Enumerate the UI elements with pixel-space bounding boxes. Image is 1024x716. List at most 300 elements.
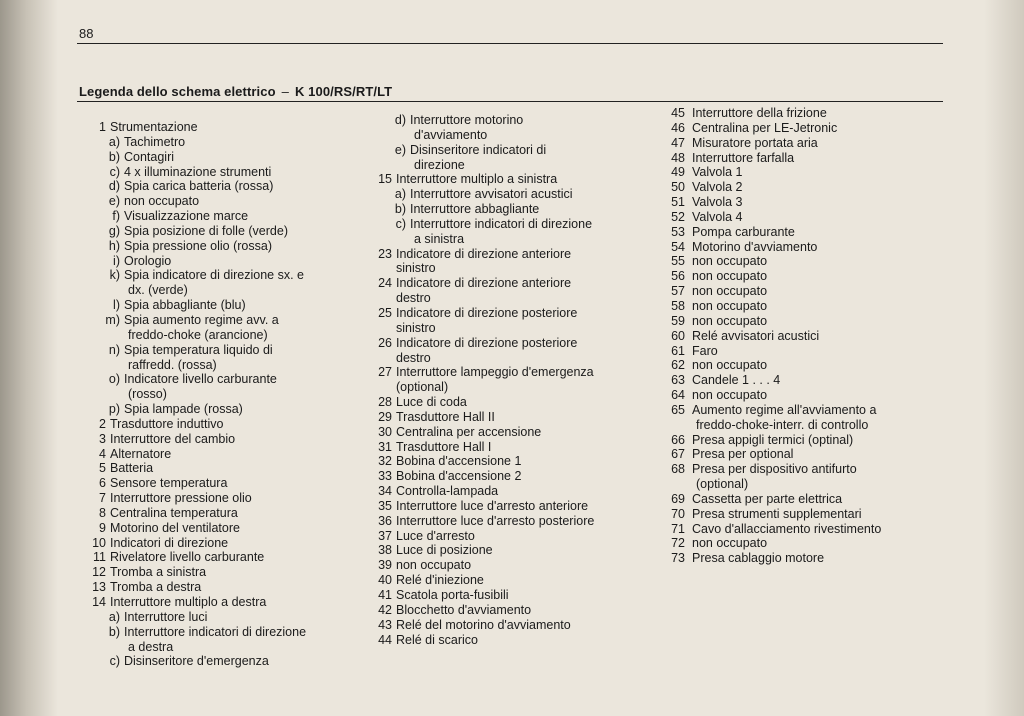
legend-row <box>364 425 649 440</box>
legend-row <box>364 558 649 573</box>
legend-sub-letter: d) <box>108 179 120 194</box>
legend-row <box>78 165 368 180</box>
legend-number: 55 <box>671 254 685 269</box>
legend-row-continuation <box>364 158 649 173</box>
legend-text: Motorino d'avviamento <box>692 239 818 254</box>
legend-text: Motorino del ventilatore <box>110 520 240 535</box>
legend-text: Presa per optional <box>692 447 794 462</box>
legend-text: Relé d'iniezione <box>396 573 484 588</box>
legend-text: Presa per dispositivo antifurto <box>692 462 857 477</box>
legend-number: 62 <box>671 358 685 373</box>
legend-row <box>664 299 944 314</box>
legend-row <box>364 588 649 603</box>
legend-sub-letter: c) <box>109 654 120 669</box>
legend-row <box>364 172 649 187</box>
legend-number: 7 <box>99 491 106 506</box>
legend-row <box>364 113 649 128</box>
legend-text: a sinistra <box>414 231 465 246</box>
legend-text: Luce d'arresto <box>396 528 475 543</box>
legend-row <box>78 550 368 565</box>
legend-text: destro <box>396 350 431 365</box>
legend-text: Spia abbagliante (blu) <box>124 298 246 313</box>
legend-row <box>364 365 649 380</box>
legend-text: direzione <box>414 157 465 172</box>
legend-row <box>664 240 944 255</box>
legend-row-continuation <box>78 283 368 298</box>
legend-number: 11 <box>93 550 106 565</box>
legend-number: 67 <box>671 447 685 462</box>
legend-row <box>364 514 649 529</box>
legend-sub-letter: d) <box>394 113 406 127</box>
legend-text: Spia posizione di folle (verde) <box>124 223 288 238</box>
legend-row <box>364 440 649 455</box>
legend-text: Interruttore della frizione <box>692 106 827 120</box>
legend-row <box>78 595 368 610</box>
legend-row <box>664 284 944 299</box>
legend-text: Interruttore avvisatori acustici <box>410 187 573 202</box>
page-edge-shadow <box>984 0 1024 716</box>
legend-row <box>664 165 944 180</box>
legend-column-1 <box>78 120 368 669</box>
legend-text: Cassetta per parte elettrica <box>692 491 843 506</box>
legend-text: Scatola porta-fusibili <box>396 588 509 602</box>
legend-text: Rivelatore livello carburante <box>110 550 265 565</box>
legend-row <box>364 499 649 514</box>
legend-row <box>78 447 368 462</box>
legend-text: Interruttore luce d'arresto posteriore <box>396 513 595 528</box>
legend-row <box>364 543 649 558</box>
legend-text: non occupato <box>692 313 768 328</box>
legend-number: 61 <box>671 343 685 358</box>
legend-text: Candele 1 . . . 4 <box>692 373 781 388</box>
legend-text: Indicatori di direzione <box>110 535 229 550</box>
legend-text: Relé di scarico <box>396 632 478 647</box>
legend-number: 64 <box>671 388 685 403</box>
legend-number: 3 <box>99 431 106 446</box>
legend-number: 69 <box>671 491 685 506</box>
legend-text: Indicatore livello carburante <box>124 372 277 387</box>
legend-number: 36 <box>378 513 392 528</box>
legend-row <box>664 254 944 269</box>
legend-text: sinistro <box>396 261 436 276</box>
legend-text: Valvola 2 <box>692 180 743 195</box>
legend-row <box>364 247 649 262</box>
legend-row <box>364 410 649 425</box>
heading-dash: – <box>281 84 289 99</box>
legend-row <box>664 462 944 477</box>
legend-text: Interruttore abbagliante <box>410 202 540 217</box>
legend-sub-letter: h) <box>108 238 120 253</box>
legend-number: 15 <box>378 172 392 187</box>
legend-text: freddo-choke-interr. di controllo <box>696 417 869 432</box>
legend-heading <box>79 84 392 99</box>
legend-row <box>78 254 368 269</box>
legend-number: 72 <box>671 536 685 551</box>
legend-text: non occupato <box>124 194 200 209</box>
legend-text: Interruttore multiplo a sinistra <box>396 172 558 187</box>
legend-number: 59 <box>671 313 685 328</box>
legend-text: Presa strumenti supplementari <box>692 506 862 521</box>
legend-sub-letter: l) <box>113 298 120 313</box>
legend-text: Interruttore multiplo a destra <box>110 595 267 609</box>
legend-row <box>78 536 368 551</box>
legend-number: 37 <box>378 528 392 543</box>
legend-row <box>364 187 649 202</box>
legend-row <box>78 565 368 580</box>
legend-text: Spia aumento regime avv. a <box>124 312 279 327</box>
legend-text: Spia indicatore di direzione sx. e <box>124 268 304 283</box>
legend-text: Centralina per accensione <box>396 424 542 439</box>
legend-text: Aumento regime all'avviamento a <box>692 402 877 417</box>
legend-text: non occupato <box>692 536 768 551</box>
legend-number: 33 <box>378 469 392 484</box>
legend-text: Interruttore luce d'arresto anteriore <box>396 498 589 513</box>
legend-text: Trasduttore Hall I <box>396 439 492 454</box>
legend-text: Controlla-lampada <box>396 484 499 499</box>
legend-row <box>78 580 368 595</box>
legend-number: 5 <box>99 461 106 476</box>
legend-sub-letter: f) <box>112 209 120 224</box>
legend-text: Indicatore di direzione posteriore <box>396 305 578 320</box>
legend-text: Disinseritore indicatori di <box>410 142 547 157</box>
legend-number: 73 <box>671 551 685 566</box>
legend-row <box>664 121 944 136</box>
legend-row <box>78 476 368 491</box>
legend-text: Indicatore di direzione anteriore <box>396 276 572 291</box>
legend-text: dx. (verde) <box>128 283 188 298</box>
legend-number: 38 <box>378 543 392 558</box>
legend-text: Luce di coda <box>396 395 467 410</box>
legend-number: 40 <box>378 573 392 588</box>
legend-text: Contagiri <box>124 149 175 164</box>
legend-text: Valvola 3 <box>692 195 743 210</box>
legend-number: 2 <box>99 416 106 431</box>
legend-text: Misuratore portata aria <box>692 135 818 150</box>
legend-text: Trasduttore Hall II <box>396 409 495 424</box>
legend-row <box>78 298 368 313</box>
legend-text: Indicatore di direzione posteriore <box>396 335 578 350</box>
legend-row <box>78 506 368 521</box>
legend-sub-letter: i) <box>113 253 120 268</box>
legend-text: d'avviamento <box>414 127 488 142</box>
legend-text: non occupato <box>692 298 768 313</box>
legend-row <box>664 388 944 403</box>
legend-number: 57 <box>671 284 685 299</box>
legend-number: 65 <box>671 402 685 417</box>
legend-text: (rosso) <box>128 387 167 402</box>
legend-row-continuation <box>78 387 368 402</box>
legend-text: Relé avvisatori acustici <box>692 328 820 343</box>
legend-number: 63 <box>671 373 685 388</box>
legend-number: 43 <box>378 617 392 632</box>
legend-number: 51 <box>671 195 685 210</box>
legend-row <box>664 522 944 537</box>
legend-number: 34 <box>378 484 392 499</box>
legend-number: 50 <box>671 180 685 195</box>
legend-text: non occupato <box>692 388 768 403</box>
legend-text: Cavo d'allacciamento rivestimento <box>692 521 882 536</box>
legend-row-continuation <box>364 380 649 395</box>
legend-row <box>78 313 368 328</box>
legend-row-continuation <box>78 328 368 343</box>
legend-text: Presa cablaggio motore <box>692 551 825 566</box>
legend-number: 10 <box>92 535 106 550</box>
legend-text: Centralina temperatura <box>110 505 238 520</box>
legend-row <box>664 269 944 284</box>
legend-number: 70 <box>671 506 685 521</box>
legend-text: a destra <box>128 639 174 654</box>
legend-text: Interruttore del cambio <box>110 431 236 446</box>
legend-text: non occupato <box>692 254 768 269</box>
legend-text: non occupato <box>692 284 768 299</box>
legend-row <box>78 268 368 283</box>
legend-row <box>664 344 944 359</box>
legend-row <box>78 120 368 135</box>
legend-number: 68 <box>671 462 685 477</box>
legend-row <box>78 654 368 669</box>
legend-number: 30 <box>378 424 392 439</box>
legend-row <box>364 633 649 648</box>
legend-row <box>78 343 368 358</box>
legend-row <box>364 306 649 321</box>
legend-row <box>78 521 368 536</box>
legend-text: Sensore temperatura <box>110 476 228 491</box>
legend-row <box>364 469 649 484</box>
legend-row <box>664 358 944 373</box>
legend-row <box>78 491 368 506</box>
legend-text: Pompa carburante <box>692 224 795 239</box>
legend-row <box>78 150 368 165</box>
legend-sub-letter: g) <box>108 223 120 238</box>
legend-text: Visualizzazione marce <box>124 209 249 224</box>
top-rule <box>77 43 943 44</box>
legend-number: 52 <box>671 209 685 224</box>
legend-text: (optional) <box>696 477 749 492</box>
legend-row <box>664 180 944 195</box>
legend-number: 9 <box>99 520 106 535</box>
legend-text: Faro <box>692 343 718 358</box>
legend-sub-letter: b) <box>108 149 120 164</box>
legend-row-continuation <box>364 261 649 276</box>
legend-column-3 <box>664 106 944 566</box>
legend-number: 13 <box>92 580 106 595</box>
legend-row <box>78 224 368 239</box>
legend-sub-letter: p) <box>108 402 120 417</box>
legend-row <box>664 492 944 507</box>
legend-text: Luce di posizione <box>396 543 493 558</box>
legend-row <box>664 136 944 151</box>
legend-text: Strumentazione <box>110 120 198 134</box>
page-number: 88 <box>79 26 94 41</box>
legend-row <box>364 336 649 351</box>
legend-row <box>664 195 944 210</box>
legend-text: Relé del motorino d'avviamento <box>396 617 571 632</box>
legend-number: 48 <box>671 150 685 165</box>
legend-text: Orologio <box>124 253 172 268</box>
legend-row <box>364 573 649 588</box>
legend-row <box>78 461 368 476</box>
legend-text: sinistro <box>396 320 436 335</box>
legend-text: Interruttore indicatori di direzione <box>124 624 307 639</box>
legend-row <box>664 329 944 344</box>
legend-text: Tromba a sinistra <box>110 565 207 580</box>
legend-sub-letter: a) <box>108 609 120 624</box>
legend-number: 49 <box>671 165 685 180</box>
legend-text: Trasduttore induttivo <box>110 416 224 431</box>
legend-row <box>364 618 649 633</box>
legend-text: non occupato <box>692 269 768 284</box>
legend-row <box>664 225 944 240</box>
legend-text: Spia pressione olio (rossa) <box>124 238 272 253</box>
legend-row-continuation <box>364 128 649 143</box>
legend-text: Interruttore luci <box>124 609 208 624</box>
legend-column-2 <box>364 113 649 647</box>
legend-row <box>664 507 944 522</box>
legend-text: destro <box>396 291 431 306</box>
legend-sub-letter: c) <box>109 164 120 179</box>
legend-number: 58 <box>671 298 685 313</box>
legend-number: 32 <box>378 454 392 469</box>
legend-row-continuation <box>364 321 649 336</box>
legend-number: 45 <box>671 106 685 120</box>
legend-row <box>364 202 649 217</box>
legend-row <box>664 447 944 462</box>
legend-row <box>78 194 368 209</box>
legend-number: 39 <box>378 558 392 573</box>
legend-row-continuation <box>364 291 649 306</box>
legend-number: 28 <box>378 395 392 410</box>
legend-text: Spia lampade (rossa) <box>124 402 243 417</box>
legend-number: 44 <box>378 632 392 647</box>
legend-number: 29 <box>378 409 392 424</box>
legend-row-continuation <box>664 477 944 492</box>
legend-text: Valvola 4 <box>692 209 743 224</box>
legend-number: 54 <box>671 239 685 254</box>
legend-row-continuation <box>78 640 368 655</box>
legend-number: 35 <box>378 498 392 513</box>
legend-row <box>664 151 944 166</box>
legend-row <box>78 625 368 640</box>
legend-row <box>664 433 944 448</box>
legend-number: 25 <box>378 305 392 320</box>
legend-sub-letter: n) <box>108 342 120 357</box>
legend-text: Centralina per LE-Jetronic <box>692 120 838 135</box>
legend-sub-letter: a) <box>108 134 120 149</box>
legend-row <box>364 143 649 158</box>
legend-text: (optional) <box>396 380 449 395</box>
legend-text: Spia carica batteria (rossa) <box>124 179 274 194</box>
legend-sub-letter: m) <box>105 312 120 327</box>
legend-row-continuation <box>664 418 944 433</box>
legend-sub-letter: c) <box>395 216 406 231</box>
legend-number: 27 <box>378 365 392 380</box>
legend-row <box>78 402 368 417</box>
legend-number: 53 <box>671 224 685 239</box>
legend-row-continuation <box>364 232 649 247</box>
legend-row <box>78 417 368 432</box>
legend-text: Tromba a destra <box>110 580 202 595</box>
legend-row <box>364 454 649 469</box>
legend-text: Tachimetro <box>124 134 186 149</box>
legend-row <box>364 217 649 232</box>
legend-number: 24 <box>378 276 392 291</box>
legend-text: Disinseritore d'emergenza <box>124 654 269 669</box>
legend-row <box>664 210 944 225</box>
legend-row <box>78 239 368 254</box>
legend-title: Legenda dello schema elettrico <box>79 84 276 99</box>
legend-row <box>78 209 368 224</box>
legend-text: Interruttore pressione olio <box>110 491 252 506</box>
legend-row-continuation <box>78 358 368 373</box>
legend-sub-letter: b) <box>394 202 406 217</box>
legend-text: freddo-choke (arancione) <box>128 327 268 342</box>
legend-sub-letter: o) <box>108 372 120 387</box>
legend-row <box>664 373 944 388</box>
legend-number: 31 <box>378 439 392 454</box>
legend-text: Interruttore motorino <box>410 113 524 127</box>
legend-row <box>78 432 368 447</box>
legend-row <box>364 484 649 499</box>
legend-text: Valvola 1 <box>692 165 743 180</box>
legend-number: 1 <box>99 120 106 134</box>
legend-number: 41 <box>378 588 392 602</box>
legend-number: 71 <box>671 521 685 536</box>
legend-model: K 100/RS/RT/LT <box>294 84 393 99</box>
legend-text: Bobina d'accensione 2 <box>396 469 522 484</box>
heading-rule <box>77 101 943 102</box>
legend-row <box>78 610 368 625</box>
legend-text: 4 x illuminazione strumenti <box>124 164 272 179</box>
legend-row <box>364 276 649 291</box>
legend-sub-letter: e) <box>394 142 406 157</box>
legend-text: Batteria <box>110 461 154 476</box>
legend-number: 4 <box>99 446 106 461</box>
legend-text: raffredd. (rossa) <box>128 357 217 372</box>
legend-text: non occupato <box>692 358 768 373</box>
legend-text: Interruttore indicatori di direzione <box>410 216 593 231</box>
legend-number: 47 <box>671 135 685 150</box>
legend-text: non occupato <box>396 558 472 573</box>
legend-text: Indicatore di direzione anteriore <box>396 246 572 261</box>
legend-number: 8 <box>99 505 106 520</box>
legend-row <box>364 529 649 544</box>
legend-sub-letter: e) <box>108 194 120 209</box>
legend-sub-letter: k) <box>109 268 120 283</box>
legend-text: Alternatore <box>110 446 172 461</box>
legend-number: 60 <box>671 328 685 343</box>
legend-text: Spia temperatura liquido di <box>124 342 273 357</box>
legend-text: Bobina d'accensione 1 <box>396 454 522 469</box>
legend-text: Blocchetto d'avviamento <box>396 602 532 617</box>
legend-number: 66 <box>671 432 685 447</box>
legend-sub-letter: a) <box>394 187 406 202</box>
legend-row <box>664 403 944 418</box>
legend-row <box>78 179 368 194</box>
legend-text: Interruttore lampeggio d'emergenza <box>396 365 594 380</box>
legend-number: 56 <box>671 269 685 284</box>
legend-number: 12 <box>92 565 106 580</box>
legend-number: 6 <box>99 476 106 491</box>
legend-text: Interruttore farfalla <box>692 150 795 165</box>
legend-row <box>664 106 944 121</box>
legend-number: 26 <box>378 335 392 350</box>
legend-text: Presa appigli termici (optinal) <box>692 432 854 447</box>
legend-row <box>364 395 649 410</box>
legend-row <box>664 551 944 566</box>
legend-row <box>78 372 368 387</box>
legend-number: 14 <box>92 595 106 609</box>
legend-row <box>364 603 649 618</box>
